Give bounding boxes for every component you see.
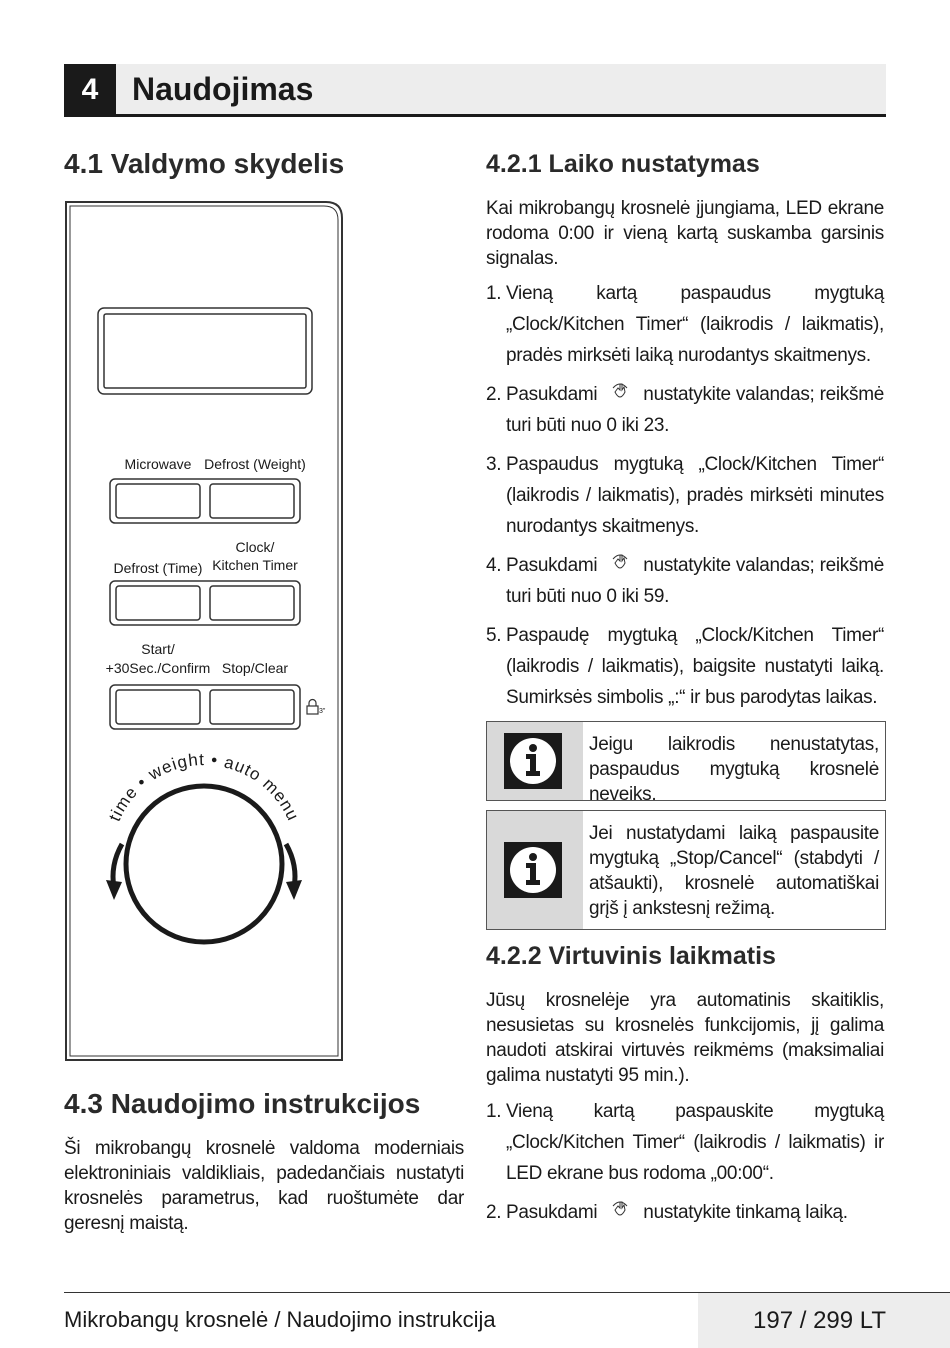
info-note <box>486 810 886 930</box>
chapter-title: Naudojimas <box>132 71 314 107</box>
section-4-2-1-intro: Kai mikrobangų krosnelė įjungiama, LED ekrane rodoma 0:00 ir vieną kartą suskamba garsinis signalas. <box>486 198 884 269</box>
rotary-knob-icon <box>605 380 635 404</box>
button-row-3 <box>110 685 300 729</box>
section-4-2-2-intro: Jūsų krosnelėje yra automatinis skaitiklis, nesusietas su krosnelės funkcijomis, jį galima naudoti atskirai virtuvės reikmėms (maksimaliai galima nustatyti 95 min.). <box>486 990 884 1086</box>
section-4-2-2-title: 4.2.2 Virtuvinis laikmatis <box>486 942 776 970</box>
led-display <box>98 308 312 394</box>
note-text: Jeigu laikrodis nenustatytas, paspaudus mygtuką krosnelė neveiks. <box>589 734 879 805</box>
info-icon-cell <box>487 722 583 800</box>
section-4-3-text: Ši mikrobangų krosnelė valdoma moderniais elektroniniais valdikliais, padedančiais nustatyti krosnelės parametrus, kad ruoštumėte dar geresnį maistą. <box>64 1138 464 1234</box>
button-row-1 <box>110 479 300 523</box>
kitchen-timer-steps <box>486 1096 884 1236</box>
button-row-2 <box>110 581 300 625</box>
list-item: 4. Pasukdami nustatykite valandas; reikšmė turi būti nuo 0 iki 59. <box>486 550 884 612</box>
chapter-number: 4 <box>64 64 116 114</box>
list-item: 2. Pasukdami nustatykite tinkamą laiką. <box>486 1197 884 1228</box>
rotate-right-arrow-icon <box>286 844 302 900</box>
list-item: 1. Vieną kartą paspaudus mygtuką „Clock/Kitchen Timer“ (laikrodis / laikmatis), pradės mirksėti laiką nurodantys skaitmenys. <box>486 283 884 366</box>
time-setting-steps <box>486 278 884 721</box>
start-label-line1: Start/ <box>141 641 175 657</box>
lock-label: 3" <box>319 708 326 715</box>
microwave-label: Microwave <box>124 456 192 472</box>
list-item: 3. Paspaudus mygtuką „Clock/Kitchen Timer“ (laikrodis / laikmatis), pradės mirksėti minutes nurodantys skaitmenys. <box>486 454 884 537</box>
info-note <box>486 721 886 805</box>
selector-dial <box>126 786 282 942</box>
clock-label-line1: Clock/ <box>235 539 275 555</box>
list-item: 1. Vieną kartą paspauskite mygtuką „Clock/Kitchen Timer“ (laikrodis / laikmatis) ir LED ekrane bus rodoma „00:00“. <box>486 1101 884 1184</box>
section-4-3-title: 4.3 Naudojimo instrukcijos <box>64 1088 421 1119</box>
info-icon <box>504 842 562 898</box>
dial-arc-text: time • weight • auto menu <box>105 750 303 825</box>
control-panel-diagram <box>64 200 346 1062</box>
section-4-2-1-title: 4.2.1 Laiko nustatymas <box>486 150 760 178</box>
lock-icon <box>307 700 318 715</box>
clock-label-line2: Kitchen Timer <box>212 557 298 573</box>
rotary-knob-icon <box>605 551 635 575</box>
list-item: 2. Pasukdami nustatykite valandas; reikšmė turi būti nuo 0 iki 23. <box>486 379 884 441</box>
stop-clear-label: Stop/Clear <box>221 660 289 676</box>
footer-document-title: Mikrobangų krosnelė / Naudojimo instrukcija <box>64 1307 496 1332</box>
defrost-weight-label: Defrost (Weight) <box>204 456 306 472</box>
footer-page-number: 197 / 299 LT <box>698 1293 950 1348</box>
rotate-left-arrow-icon <box>106 844 122 900</box>
section-4-1-title: 4.1 Valdymo skydelis <box>64 148 345 179</box>
defrost-time-label: Defrost (Time) <box>113 560 203 576</box>
note-text: Jei nustatydami laiką paspausite mygtuką „Stop/Cancel“ (stabdyti / atšaukti), krosnelė automatiškai grįš į ankstesnį režimą. <box>589 823 879 919</box>
rotary-knob-icon <box>605 1198 635 1222</box>
info-icon <box>504 733 562 789</box>
start-label-line2: +30Sec./Confirm <box>105 660 211 676</box>
chapter-header <box>64 64 886 117</box>
info-icon-cell <box>487 811 583 929</box>
list-item: 5. Paspaudę mygtuką „Clock/Kitchen Timer“ (laikrodis / laikmatis), baigsite nustatyti laiką. Sumirksės simbolis „:“ ir bus parodytas laikas. <box>486 625 884 708</box>
